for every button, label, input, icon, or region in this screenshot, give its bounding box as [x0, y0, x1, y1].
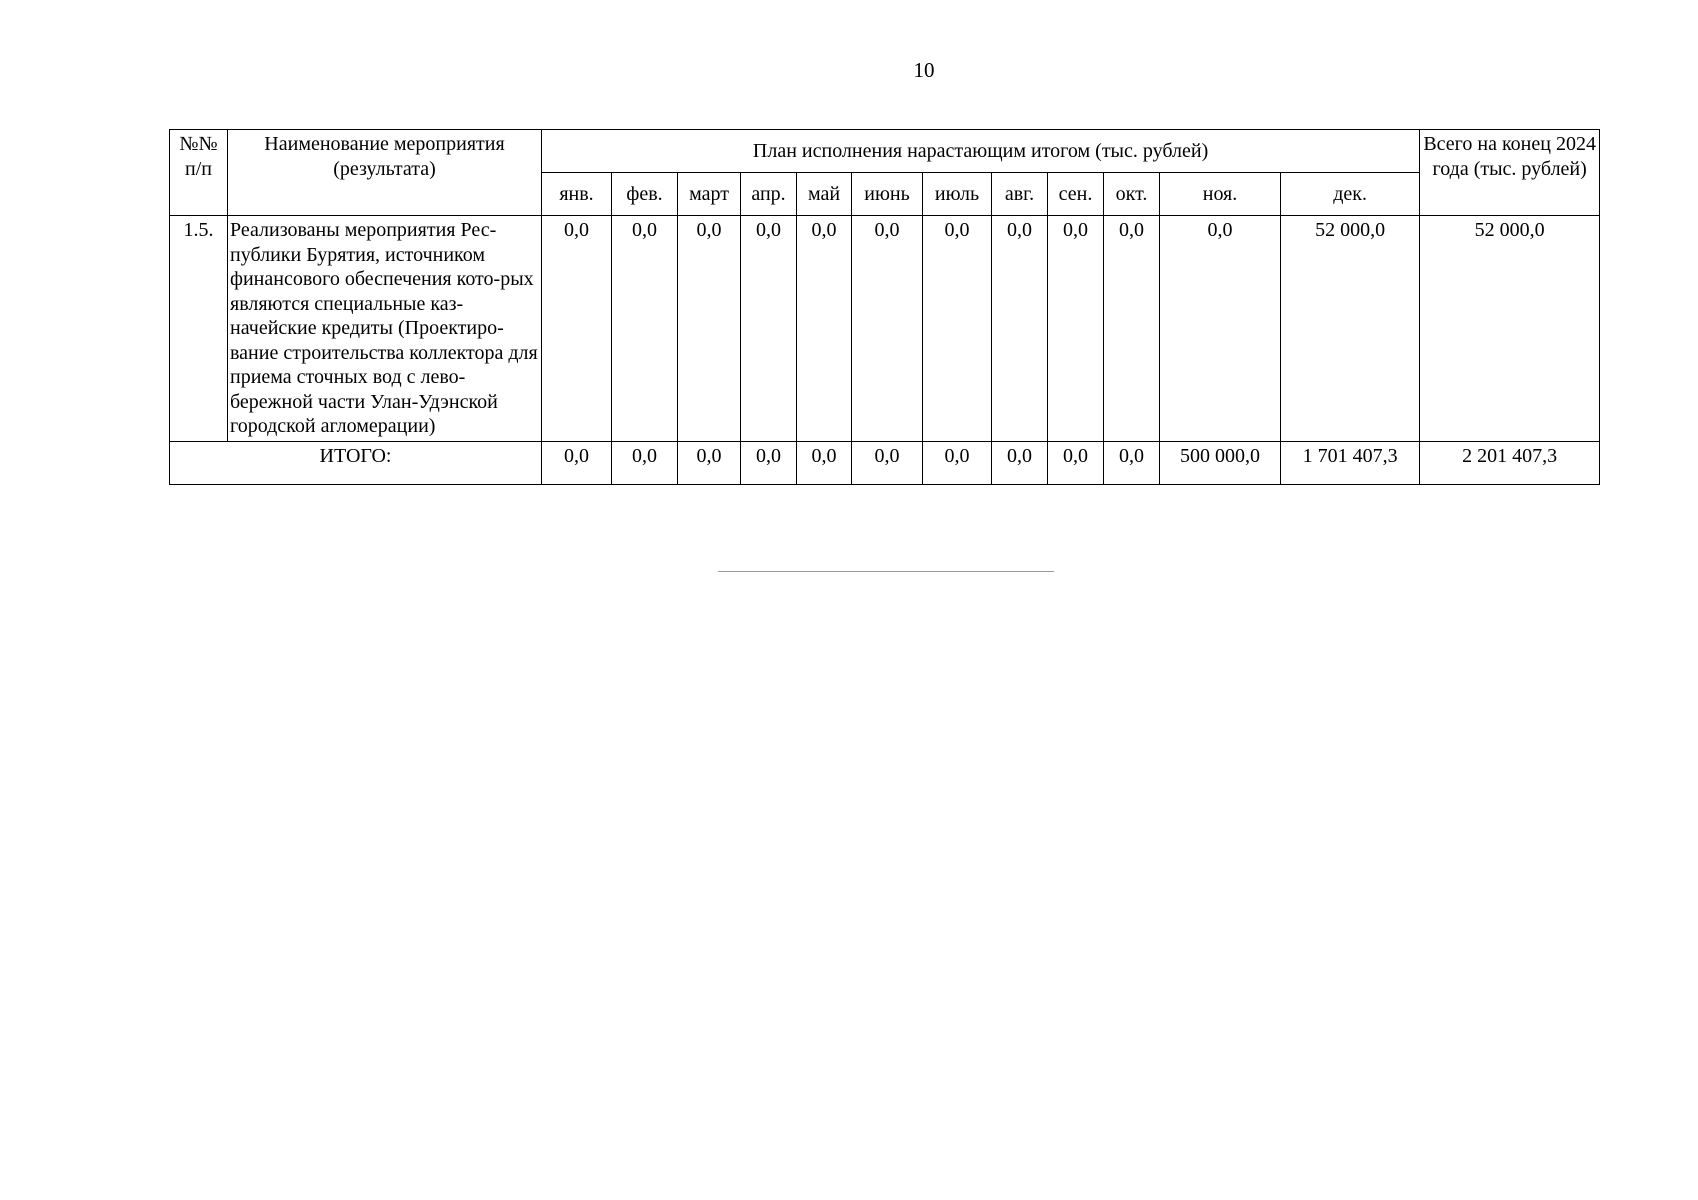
row-total: 52 000,0: [1420, 216, 1600, 442]
total-value-may: 0,0: [797, 441, 852, 484]
header-month-may: май: [797, 173, 852, 216]
header-plan: План исполнения нарастающим итогом (тыс. рублей): [542, 130, 1420, 173]
header-num: №№ п/п: [170, 130, 228, 216]
row-num: 1.5.: [170, 216, 228, 442]
header-month-apr: апр.: [741, 173, 797, 216]
row-name: Реализованы мероприятия Рес-публики Бурятия, источником финансового обеспечения кото-рых являются специальные каз-начейские кредиты (Проектиро-вание строительства коллектора для приема сточных вод с лево-бережной части Улан-Удэнской городской агломерации): [228, 216, 542, 442]
table-row: [170, 216, 1600, 442]
total-value-nov: 500 000,0: [1160, 441, 1281, 484]
total-value-feb: 0,0: [612, 441, 678, 484]
header-row: [170, 130, 1600, 173]
header-name: Наименование мероприятия (результата): [228, 130, 542, 216]
row-value-mar: 0,0: [678, 216, 741, 442]
total-value-dec: 1 701 407,3: [1281, 441, 1420, 484]
total-value-apr: 0,0: [741, 441, 797, 484]
row-value-feb: 0,0: [612, 216, 678, 442]
row-value-oct: 0,0: [1104, 216, 1160, 442]
row-value-may: 0,0: [797, 216, 852, 442]
header-month-oct: окт.: [1104, 173, 1160, 216]
page-number: 10: [913, 58, 935, 82]
separator-line: [718, 571, 1054, 572]
total-value-jun: 0,0: [852, 441, 923, 484]
total-value-jan: 0,0: [542, 441, 612, 484]
row-value-jun: 0,0: [852, 216, 923, 442]
row-value-apr: 0,0: [741, 216, 797, 442]
header-month-jul: июль: [923, 173, 992, 216]
total-row: [170, 441, 1600, 484]
header-month-nov: ноя.: [1160, 173, 1281, 216]
total-value-mar: 0,0: [678, 441, 741, 484]
header-month-jun: июнь: [852, 173, 923, 216]
total-grand: 2 201 407,3: [1420, 441, 1600, 484]
header-month-mar: март: [678, 173, 741, 216]
total-value-jul: 0,0: [923, 441, 992, 484]
row-value-dec: 52 000,0: [1281, 216, 1420, 442]
total-label: ИТОГО:: [170, 441, 542, 484]
header-month-jan: янв.: [542, 173, 612, 216]
row-value-sep: 0,0: [1048, 216, 1104, 442]
total-value-oct: 0,0: [1104, 441, 1160, 484]
row-value-jan: 0,0: [542, 216, 612, 442]
plan-table: [169, 129, 1600, 485]
row-value-jul: 0,0: [923, 216, 992, 442]
total-value-sep: 0,0: [1048, 441, 1104, 484]
header-month-sep: сен.: [1048, 173, 1104, 216]
total-value-aug: 0,0: [992, 441, 1048, 484]
row-value-nov: 0,0: [1160, 216, 1281, 442]
header-month-feb: фев.: [612, 173, 678, 216]
row-value-aug: 0,0: [992, 216, 1048, 442]
header-month-aug: авг.: [992, 173, 1048, 216]
header-total: Всего на конец 2024 года (тыс. рублей): [1420, 130, 1600, 216]
header-month-dec: дек.: [1281, 173, 1420, 216]
